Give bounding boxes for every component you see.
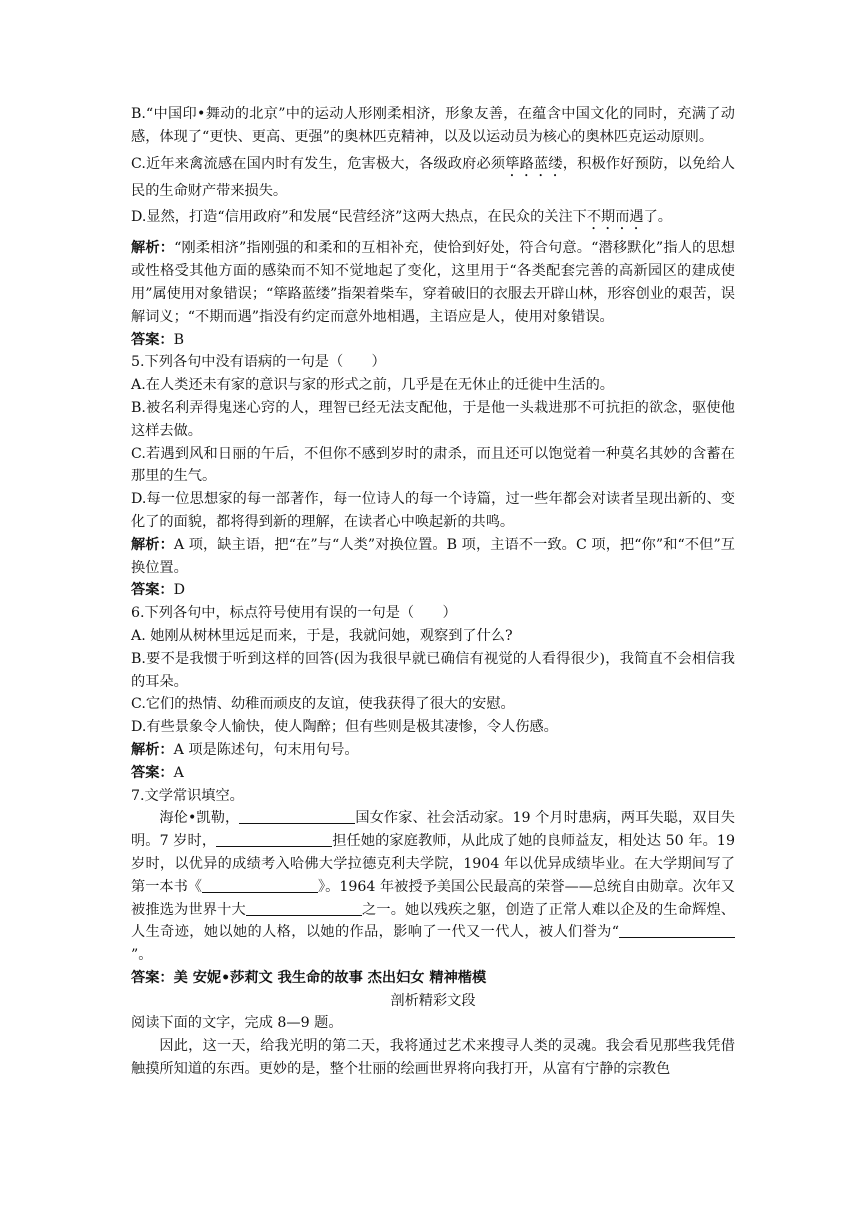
q4-answer-value: B: [173, 331, 185, 348]
q5-answer-value: D: [173, 582, 185, 599]
q6-option-d: D.有些景象令人愉快，使人陶醉；但有些则是极其凄惨，令人伤感。: [131, 719, 558, 736]
document-content: [131, 103, 735, 1081]
q7-text-3: 担任她的家庭教师，从此成了她的良师益友，相处达 50 年。19 岁时，以优异的成绩考入哈佛大学拉德克利夫学院，1904 年以优异成绩毕业。在大学期间写了第一本书《: [131, 833, 735, 895]
q5-answer-label: 答案：: [131, 582, 174, 599]
fill-blank-2: [216, 832, 332, 847]
section-title: 剖析精彩文段: [390, 992, 476, 1009]
q7-answer-value: 美 安妮•莎莉文 我生命的故事 杰出妇女 精神楷模: [173, 969, 487, 986]
q6-analysis: [131, 739, 735, 762]
fill-blank-5: [619, 923, 735, 938]
q6-answer-label: 答案：: [131, 764, 174, 781]
q7-stem: 7.文学常识填空。: [131, 787, 244, 804]
q4-option-b: B.“中国印•舞动的北京”中的运动人形刚柔相济，形象友善，在蕴含中国文化的同时，充满了动感，体现了“更快、更高、更强”的奥林匹克精神，以及以运动员为核心的奥林匹克运动原则。: [131, 106, 735, 145]
q5-analysis: [131, 534, 735, 580]
q4-answer: [131, 329, 735, 352]
q7-answer-label: 答案：: [131, 969, 174, 986]
q5-stem: 5.下列各句中没有语病的一句是（ ）: [131, 354, 386, 371]
q6-answer: [131, 762, 735, 785]
q4-answer-label: 答案：: [131, 331, 174, 348]
q4-analysis-text: “刚柔相济”指刚强的和柔和的互相补充，使恰到好处，符合句意。“潜移默化”指人的思想或性格受其他方面的感染而不知不觉地起了变化，这里用于“各类配套完善的高新园区的建成使用”属使用对象错误；“筚路蓝缕”指架着柴车，穿着破旧的衣服去开辟山林，形容创业的艰苦，误解词义；“不期而遇”指没有约定而意外地相遇，主语应是人，使用对象错误。: [131, 240, 735, 325]
q4-analysis: [131, 237, 735, 328]
q7-text-6: ”。: [131, 947, 153, 964]
q4-option-d: [131, 206, 735, 233]
fill-blank-4: [246, 901, 362, 916]
q5-analysis-label: 解析：: [131, 536, 174, 553]
q5-option-b: B.被名利弄得鬼迷心窍的人，理智已经无法支配他，于是他一头栽进那不可抗拒的欲念，驱使他这样去做。: [131, 399, 735, 439]
q5-option-a: A.在人类还未有家的意识与家的形式之前，几乎是在无休止的迁徙中生活的。: [131, 377, 614, 394]
reading-instruction: 阅读下面的文字，完成 8—9 题。: [131, 1015, 343, 1032]
q7-text-5: 之一。她以残疾之躯，创造了正常人难以企及的生命辉煌、人生奇迹，她以她的人格，以她的作品，影响了一代又一代人，被人们誉为“: [131, 901, 735, 941]
q6-analysis-text: A 项是陈述句，句末用句号。: [173, 741, 359, 758]
q4-option-d-dotted: 不期而遇: [586, 209, 644, 226]
q7-text-1: 海伦•凯勒，: [159, 810, 240, 827]
q7-answer: [131, 967, 735, 990]
q5-analysis-text: A 项，缺主语，把“在”与“人类”对换位置。B 项，主语不一致。C 项，把“你”和“不但”互换位置。: [131, 536, 735, 576]
q7-text-2: 国女作家、社会活动家。19 个月时患病，两耳失聪，双目失明。7 岁时，: [131, 810, 735, 850]
q6-option-b: B.要不是我惯于听到这样的回答(因为我很早就已确信有视觉的人看得很少)，我简直不会相信我的耳朵。: [131, 650, 735, 690]
q5-option-c: C.若遇到风和日丽的午后，不但你不感到岁时的肃杀，而且还可以饱觉着一种莫名其妙的含蓄在那里的生气。: [131, 445, 735, 485]
q4-option-d-post: 了。: [643, 209, 672, 226]
q4-option-c-post: ，积极作好预防，以免给人民的生命财产带来损失。: [131, 155, 735, 199]
fill-blank-3: [202, 878, 318, 893]
q6-analysis-label: 解析：: [131, 741, 174, 758]
q5-option-d: D.每一位思想家的每一部著作，每一位诗人的每一个诗篇，过一些年都会对读者呈现出新的、变化了的面貌，都将得到新的理解，在读者心中唤起新的共鸣。: [131, 491, 735, 530]
fill-blank-1: [239, 809, 355, 824]
q4-option-c: [131, 153, 735, 203]
q6-answer-value: A: [173, 764, 184, 781]
q4-analysis-label: 解析：: [131, 240, 175, 257]
reading-passage: 因此，这一天，给我光明的第二天，我将通过艺术来搜寻人类的灵魂。我会看见那些我凭借触摸所知道的东西。更妙的是，整个壮丽的绘画世界将向我打开，从富有宁静的宗教色: [131, 1038, 735, 1078]
q4-option-c-dotted: 筚路蓝缕: [505, 155, 563, 172]
q4-option-d-pre: D.显然，打造“信用政府”和发展“民营经济”这两大热点，在民众的关注下: [131, 209, 587, 226]
q6-stem: 6.下列各句中，标点符号使用有误的一句是（ ）: [131, 605, 457, 622]
q5-answer: [131, 579, 735, 602]
q7-text-4: 》。1964 年被授予美国公民最高的荣誉——总统自由勋章。次年又被推选为世界十大: [131, 878, 735, 918]
q7-fill-paragraph: [131, 807, 735, 967]
q4-option-c-pre: C.近年来禽流感在国内时有发生，危害极大，各级政府必须: [131, 155, 506, 172]
q6-option-c: C.它们的热情、幼稚而顽皮的友谊，使我获得了很大的安慰。: [131, 696, 515, 713]
q6-option-a: A. 她刚从树林里远足而来，于是，我就问她，观察到了什么?: [131, 627, 513, 644]
